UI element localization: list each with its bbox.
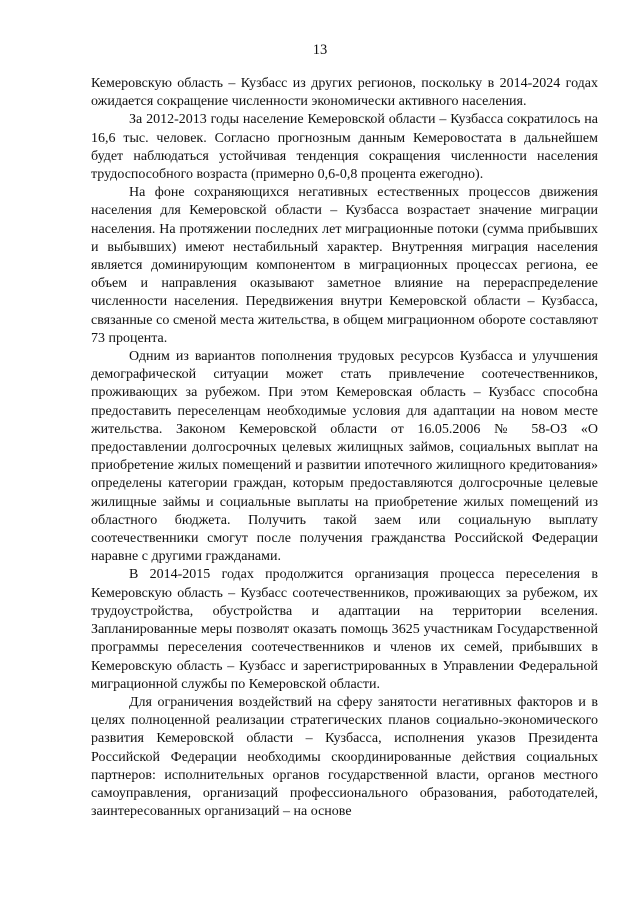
paragraph-compatriots: Одним из вариантов пополнения трудовых ресурсов Кузбасса и улучшения демографической ситуации может стать привлечение соотечественников, проживающих за рубежом. При этом Кемеровская область – Кузбасс способна предоставить переселенцам необходимые условия для адаптации на новом месте жительства. Законом Кемеровской области от 16.05.2006 № 58-ОЗ «О предоставлении долгосрочных целевых жилищных займов, социальных выплат на приобретение жилых помещений и развитии ипотечного жилищного кредитования» определены категории граждан, которым предоставляются долгосрочные целевые жилищные займы и социальные выплаты на приобретение жилых помещений из областного бюджета. Получить такой заем или социальную выплату соотечественники смогут после получения гражданства Российской Федерации наравне с другими гражданами. bbox=[91, 349, 598, 565]
document-body bbox=[91, 75, 598, 821]
paragraph-continuation: Кемеровскую область – Кузбасс из других регионов, поскольку в 2014-2024 годах ожидается сокращение численности экономически активного населения. bbox=[91, 76, 598, 110]
paragraph-population-decline: За 2012-2013 годы население Кемеровской области – Кузбасса сократилось на 16,6 тыс. человек. Согласно прогнозным данным Кемеровостата в дальнейшем будет наблюдаться устойчивая тенденция сокращения численности населения трудоспособного возраста (примерно 0,6-0,8 процента ежегодно). bbox=[91, 112, 598, 183]
paragraph-resettlement: В 2014-2015 годах продолжится организация процесса переселения в Кемеровскую область – Кузбасс соотечественников, проживающих за рубежом, их трудоустройства, обустройства и адаптации на территории вселения. Запланированные меры позволят оказать помощь 3625 участникам Государственной программы переселения соотечественников и членов их семей, прибывших в Кемеровскую область – Кузбасс и зарегистрированных в Управлении Федеральной миграционной службы по Кемеровской области. bbox=[91, 567, 598, 692]
page-number: 13 bbox=[312, 42, 328, 58]
paragraph-employment-measures: Для ограничения воздействий на сферу занятости негативных факторов и в целях полноценной реализации стратегических планов социально-экономического развития Кемеровской области – Кузбасса, исполнения указов Президента Российской Федерации необходимы скоординированные действия социальных партнеров: исполнительных органов государственной власти, органов местного самоуправления, организаций профессионального образования, работодателей, заинтересованных организаций – на основе bbox=[91, 694, 598, 820]
paragraph-migration: На фоне сохраняющихся негативных естественных процессов движения населения для Кемеровской области – Кузбасса возрастает значение миграции населения. На протяжении последних лет миграционные потоки (сумма прибывших и выбывших) имеют нестабильный характер. Внутренняя миграция населения является доминирующим компонентом в миграционных процессах региона, ее объем и направления оказывают заметное влияние на перераспределение численности населения. Передвижения внутри Кемеровской области – Кузбасса, связанные со сменой места жительства, в общем миграционном обороте составляют 73 процента. bbox=[91, 185, 598, 346]
